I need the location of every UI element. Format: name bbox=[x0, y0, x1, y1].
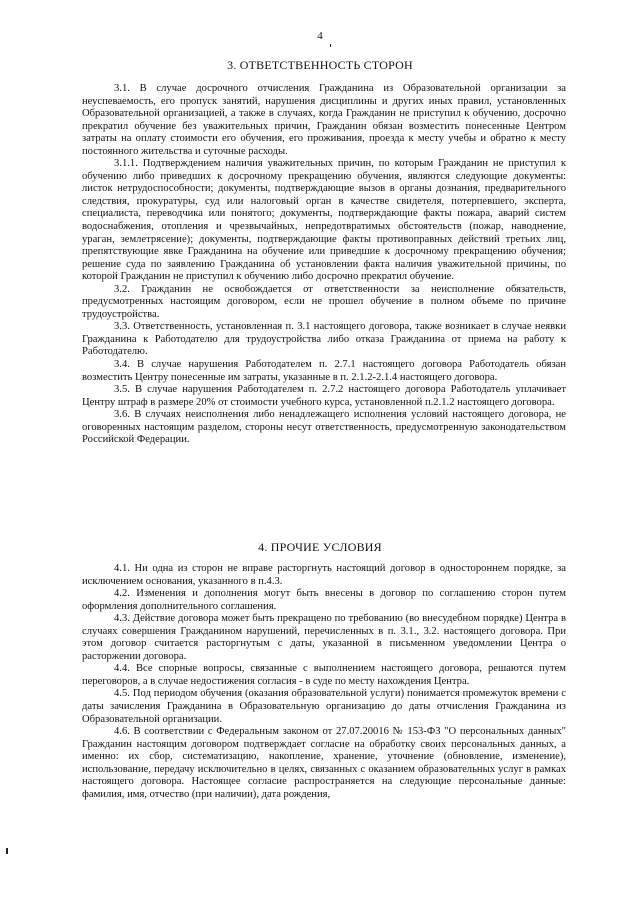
section-title-other-terms: 4. ПРОЧИЕ УСЛОВИЯ bbox=[258, 540, 382, 554]
clause-3-1-1: 3.1.1. Подтверждением наличия уважительных причин, по которым Гражданин не приступил к обучению либо приведших к досрочному прекращению обучения, являются следующие документы: листок нетрудоспособности; документы, подтверждающие вызов в органы дознания, предварительного следствия, прокуратуры, суд или налоговый орган в качестве свидетеля, потерпевшего, эксперта, специалиста, переводчика или понятого; документы, подтверждающие факты пожара, аварий систем водоснабжения, отопления и чрезвычайных, непредотвратимых обстоятельств (пожар, наводнение, ураган, землетрясение); документы, подтверждающие факты противоправных действий третьих лиц, препятствующие явке Гражданина на обучение или приведшие к досрочному прекращению обучения; решение суда по заявлению Гражданина об установлении факта наличия уважительной причины, по которой Гражданин не приступил к обучению либо досрочно прекратил обучение. bbox=[82, 158, 566, 283]
clause-4-5: 4.5. Под периодом обучения (оказания образовательной услуги) понимается промежуток времени с даты зачисления Гражданина в Образовательную организацию до даты отчисления Гражданина из Образовательной организации. bbox=[82, 688, 566, 725]
clause-3-6: 3.6. В случаях неисполнения либо ненадлежащего исполнения условий настоящего договора, не оговоренных настоящим разделом, стороны несут ответственность, предусмотренную законодательством Российской Федерации. bbox=[82, 409, 566, 446]
clause-3-1: 3.1. В случае досрочного отчисления Гражданина из Образовательной организации за неуспеваемость, его пропуск занятий, нарушения дисциплины и других иных правил, установленных Образовательной организацией, а также в случаях, когда Гражданин не приступил к обучению, досрочно прекратил обучение без уважительных причин, Гражданин обязан возместить понесенные Центром затраты на оплату стоимости его обучения, его проживания, проезда к месту учебы и обратно к месту постоянного жительства и суточные расходы. bbox=[82, 83, 566, 157]
page-number: 4 bbox=[317, 30, 323, 42]
clause-3-3: 3.3. Ответственность, установленная п. 3.1 настоящего договора, также возникает в случае неявки Гражданина к Работодателю для трудоустройства либо отказа Гражданина от приема на работу к Работодателю. bbox=[82, 321, 566, 358]
section-other-terms-body bbox=[82, 563, 566, 801]
clause-3-2: 3.2. Гражданин не освобождается от ответственности за неисполнение обязательств, предусмотренных настоящим договором, если не прошел обучение в полном объеме по причине трудоустройства. bbox=[82, 283, 566, 320]
clause-4-4: 4.4. Все спорные вопросы, связанные с выполнением настоящего договора, решаются путем переговоров, а в случае недостижения согласия - в суде по месту нахождения Центра. bbox=[82, 663, 566, 687]
scan-edge-mark bbox=[6, 848, 8, 854]
section-responsibility-body bbox=[82, 83, 566, 447]
clause-4-6: 4.6. В соответствии с Федеральным законом от 27.07.20016 № 153-ФЗ "О персональных данных" Гражданин настоящим договором подтверждает согласие на обработку своих персональных данных, а именно: их сбор, систематизацию, накопление, хранение, уточнение (обновление, изменение), использование, передачу исключительно в целях, связанных с оказанием образовательных услуг в рамках настоящего договора. Настоящее согласие распространяется на следующие персональные данные: фамилия, имя, отчество (при наличии), дата рождения, bbox=[82, 726, 566, 800]
section-title-responsibility: 3. ОТВЕТСТВЕННОСТЬ СТОРОН bbox=[227, 58, 413, 72]
clause-3-4: 3.4. В случае нарушения Работодателем п. 2.7.1 настоящего договора Работодатель обязан возместить Центру понесенные им затраты, указанные в п. 2.1.2-2.1.4 настоящего договора. bbox=[82, 359, 566, 383]
clause-4-2: 4.2. Изменения и дополнения могут быть внесены в договор по соглашению сторон путем оформления дополнительного соглашения. bbox=[82, 588, 566, 612]
clause-3-5: 3.5. В случае нарушения Работодателем п. 2.7.2 настоящего договора Работодатель уплачивает Центру штраф в размере 20% от стоимости учебного курса, установленной п.2.1.2 настоящего договора. bbox=[82, 384, 566, 408]
clause-4-1: 4.1. Ни одна из сторон не вправе расторгнуть настоящий договор в одностороннем порядке, за исключением основания, указанного в п.4.3. bbox=[82, 563, 566, 587]
scan-dot-mark bbox=[330, 44, 331, 47]
clause-4-3: 4.3. Действие договора может быть прекращено по требованию (во внесудебном порядке) Центра в случаях совершения Гражданином нарушений, перечисленных в п. 3.1., 3.2. настоящего договора. При этом договор считается расторгнутым с даты, указанной в письменном уведомлении Центра о расторжении договора. bbox=[82, 613, 566, 662]
